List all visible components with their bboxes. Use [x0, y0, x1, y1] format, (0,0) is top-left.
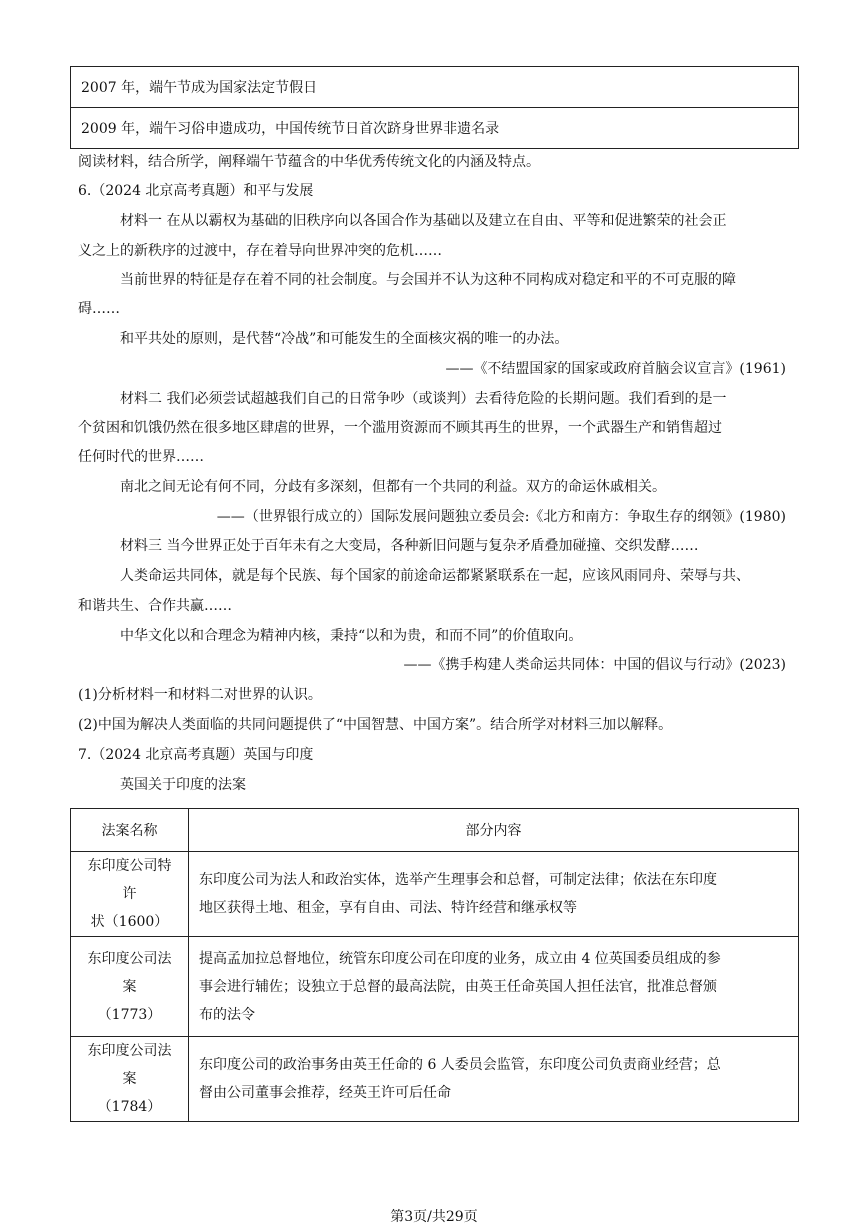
material-1-line: 碍……: [78, 301, 120, 317]
act-name-cell: 东印度公司法案 （1773）: [71, 937, 189, 1037]
q6-subquestion: (1)分析材料一和材料二对世界的认识。: [78, 687, 322, 703]
table-row: [71, 1037, 799, 1122]
material-1-line: 当前世界的特征是存在着不同的社会制度。与会国并不认为这种不同构成对稳定和平的不可克服的障: [120, 272, 736, 288]
page-number: 第3页/共29页: [390, 1209, 478, 1225]
column-header: 部分内容: [189, 809, 799, 852]
q5-prompt: 阅读材料，结合所学，阐释端午节蕴含的中华优秀传统文化的内涵及特点。: [78, 154, 540, 170]
material-3-line: 材料三 当今世界正处于百年未有之大变局，各种新旧问题与复杂矛盾叠加碰撞、交织发酵……: [120, 538, 699, 554]
q7-table-caption: 英国关于印度的法案: [120, 777, 246, 793]
material-2-line: 材料二 我们必须尝试超越我们自己的日常争吵（或谈判）去看待危险的长期问题。我们看到的是一: [120, 391, 727, 407]
material-2-source: ——（世界银行成立的）国际发展问题独立委员会:《北方和南方：争取生存的纲领》(1980): [216, 509, 786, 525]
table-header-row: [71, 809, 799, 852]
act-name-cell: 东印度公司法案 （1784）: [71, 1037, 189, 1122]
material-2-line: 任何时代的世界……: [78, 449, 204, 465]
table-row: [71, 937, 799, 1037]
table-row: 2009 年，端午习俗申遗成功，中国传统节日首次跻身世界非遗名录: [71, 108, 799, 149]
material-1-line: 和平共处的原则，是代替“冷战”和可能发生的全面核灾祸的唯一的办法。: [120, 331, 569, 347]
act-content-cell: 东印度公司为法人和政治实体，选举产生理事会和总督，可制定法律；依法在东印度 地区获得土地、租金，享有自由、司法、特许经营和继承权等: [189, 852, 799, 937]
festival-timeline-table: [70, 66, 799, 149]
material-3-source: ——《携手构建人类命运共同体：中国的倡议与行动》(2023): [403, 657, 786, 673]
material-3-line: 人类命运共同体，就是每个民族、每个国家的前途命运都紧紧联系在一起，应该风雨同舟、荣辱与共、: [120, 568, 750, 584]
q6-title: 6.（2024 北京高考真题）和平与发展: [78, 183, 314, 199]
material-2-line: 个贫困和饥饿仍然在很多地区肆虐的世界，一个滥用资源而不顾其再生的世界，一个武器生产和销售超过: [78, 420, 722, 436]
material-2-line: 南北之间无论有何不同，分歧有多深刻，但都有一个共同的利益。双方的命运休戚相关。: [120, 479, 666, 495]
table-row: [71, 852, 799, 937]
q6-subquestion: (2)中国为解决人类面临的共同问题提供了“中国智慧、中国方案”。结合所学对材料三加以解释。: [78, 717, 673, 733]
table-row: 2007 年，端午节成为国家法定节假日: [71, 67, 799, 108]
material-1-line: 材料一 在从以霸权为基础的旧秩序向以各国合作为基础以及建立在自由、平等和促进繁荣的社会正: [120, 213, 727, 229]
material-1-source: ——《不结盟国家的国家或政府首脑会议宣言》(1961): [445, 361, 786, 377]
material-3-line: 中华文化以和合理念为精神内核，秉持“以和为贵，和而不同”的价值取向。: [120, 628, 583, 644]
material-3-line: 和谐共生、合作共赢……: [78, 598, 232, 614]
act-content-cell: 东印度公司的政治事务由英王任命的 6 人委员会监管，东印度公司负责商业经营；总 督由公司董事会推荐，经英王许可后任命: [189, 1037, 799, 1122]
q7-title: 7.（2024 北京高考真题）英国与印度: [78, 747, 314, 763]
column-header: 法案名称: [71, 809, 189, 852]
material-1-line: 义之上的新秩序的过渡中，存在着导向世界冲突的危机……: [78, 243, 442, 259]
act-name-cell: 东印度公司特许 状（1600）: [71, 852, 189, 937]
india-acts-table: [70, 808, 799, 1122]
act-content-cell: 提高孟加拉总督地位，统管东印度公司在印度的业务，成立由 4 位英国委员组成的参 事会进行辅佐；设独立于总督的最高法院，由英王任命英国人担任法官，批准总督颁 布的法令: [189, 937, 799, 1037]
